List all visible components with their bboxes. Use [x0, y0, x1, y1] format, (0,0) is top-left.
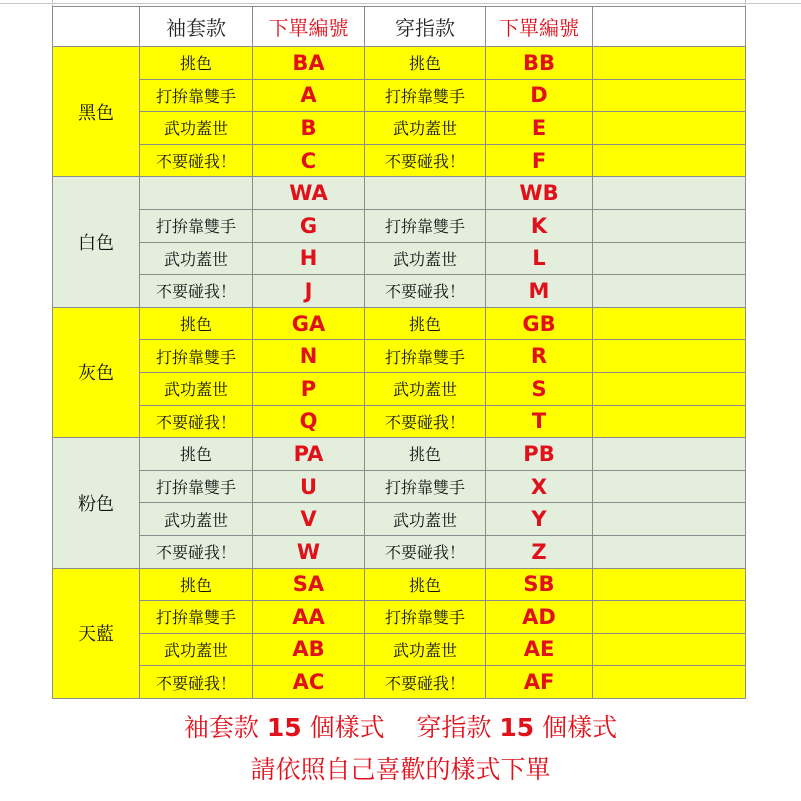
finger-style-name — [365, 177, 486, 210]
footer-finger-label: 穿指款 — [416, 713, 492, 742]
finger-style-name: 打拚靠雙手 — [365, 79, 486, 112]
finger-order-code: AE — [486, 633, 593, 666]
sleeve-order-code: B — [253, 112, 365, 145]
sleeve-order-code: PA — [253, 438, 365, 471]
sleeve-style-name: 武功蓋世 — [140, 372, 253, 405]
table-header-row — [53, 7, 746, 47]
finger-order-code: S — [486, 372, 593, 405]
finger-style-name: 不要碰我！ — [365, 405, 486, 438]
finger-style-name: 打拚靠雙手 — [365, 209, 486, 242]
footer-style-count-line — [0, 708, 801, 744]
footer-sleeve-suffix: 個樣式 — [309, 713, 385, 742]
extra-empty-cell — [593, 438, 746, 471]
sleeve-style-name: 打拚靠雙手 — [140, 340, 253, 373]
sleeve-order-code: V — [253, 503, 365, 536]
finger-order-code: F — [486, 144, 593, 177]
finger-style-name: 挑色 — [365, 438, 486, 471]
finger-style-name: 挑色 — [365, 307, 486, 340]
sleeve-style-name: 打拚靠雙手 — [140, 470, 253, 503]
extra-empty-cell — [593, 340, 746, 373]
extra-empty-cell — [593, 209, 746, 242]
sleeve-order-code: G — [253, 209, 365, 242]
page-top-rule — [0, 3, 801, 4]
finger-style-name: 武功蓋世 — [365, 242, 486, 275]
sleeve-style-name — [140, 177, 253, 210]
table-row — [53, 666, 746, 699]
sleeve-style-name: 打拚靠雙手 — [140, 79, 253, 112]
sleeve-style-name: 挑色 — [140, 307, 253, 340]
extra-empty-cell — [593, 79, 746, 112]
header-finger-order-code: 下單編號 — [486, 7, 593, 47]
color-group-label: 白色 — [53, 177, 140, 307]
header-blank-cell — [53, 7, 140, 47]
table-row — [53, 177, 746, 210]
finger-order-code: R — [486, 340, 593, 373]
sleeve-order-code: C — [253, 144, 365, 177]
finger-style-name: 不要碰我！ — [365, 535, 486, 568]
table-row — [53, 275, 746, 308]
order-code-table-body — [53, 7, 746, 699]
finger-order-code: Z — [486, 535, 593, 568]
finger-order-code: M — [486, 275, 593, 308]
extra-empty-cell — [593, 307, 746, 340]
table-row — [53, 242, 746, 275]
finger-order-code: BB — [486, 47, 593, 80]
sleeve-style-name: 挑色 — [140, 438, 253, 471]
sleeve-order-code: Q — [253, 405, 365, 438]
finger-order-code: PB — [486, 438, 593, 471]
sleeve-order-code: U — [253, 470, 365, 503]
sleeve-order-code: N — [253, 340, 365, 373]
finger-order-code: SB — [486, 568, 593, 601]
sleeve-style-name: 武功蓋世 — [140, 112, 253, 145]
table-row — [53, 503, 746, 536]
finger-order-code: WB — [486, 177, 593, 210]
header-finger-style: 穿指款 — [365, 7, 486, 47]
finger-style-name: 武功蓋世 — [365, 372, 486, 405]
finger-style-name: 不要碰我！ — [365, 144, 486, 177]
sleeve-order-code: AA — [253, 601, 365, 634]
sleeve-style-name: 打拚靠雙手 — [140, 209, 253, 242]
extra-empty-cell — [593, 568, 746, 601]
order-code-table — [52, 6, 746, 699]
sleeve-order-code: H — [253, 242, 365, 275]
sleeve-style-name: 武功蓋世 — [140, 633, 253, 666]
sleeve-style-name: 不要碰我！ — [140, 275, 253, 308]
finger-style-name: 不要碰我！ — [365, 666, 486, 699]
finger-style-name: 挑色 — [365, 47, 486, 80]
extra-empty-cell — [593, 242, 746, 275]
finger-order-code: D — [486, 79, 593, 112]
extra-empty-cell — [593, 144, 746, 177]
extra-empty-cell — [593, 503, 746, 536]
finger-style-name: 武功蓋世 — [365, 633, 486, 666]
sleeve-style-name: 挑色 — [140, 568, 253, 601]
extra-empty-cell — [593, 470, 746, 503]
finger-order-code: AF — [486, 666, 593, 699]
sleeve-style-name: 不要碰我！ — [140, 666, 253, 699]
finger-order-code: E — [486, 112, 593, 145]
finger-order-code: X — [486, 470, 593, 503]
finger-style-name: 武功蓋世 — [365, 112, 486, 145]
sleeve-style-name: 挑色 — [140, 47, 253, 80]
finger-order-code: K — [486, 209, 593, 242]
finger-style-name: 打拚靠雙手 — [365, 601, 486, 634]
finger-style-name: 武功蓋世 — [365, 503, 486, 536]
table-row — [53, 568, 746, 601]
finger-style-name: 打拚靠雙手 — [365, 470, 486, 503]
table-row — [53, 535, 746, 568]
finger-style-name: 挑色 — [365, 568, 486, 601]
sleeve-order-code: GA — [253, 307, 365, 340]
finger-order-code: T — [486, 405, 593, 438]
footer-order-instruction: 請依照自己喜歡的樣式下單 — [250, 755, 551, 784]
table-row — [53, 307, 746, 340]
footer-sleeve-label: 袖套款 — [183, 713, 259, 742]
sleeve-style-name: 不要碰我！ — [140, 535, 253, 568]
sleeve-order-code: P — [253, 372, 365, 405]
footer-sleeve-count: 15 — [266, 713, 302, 742]
header-sleeve-order-code: 下單編號 — [253, 7, 365, 47]
table-row — [53, 47, 746, 80]
finger-style-name: 打拚靠雙手 — [365, 340, 486, 373]
header-extra-cell — [593, 7, 746, 47]
table-row — [53, 112, 746, 145]
table-row — [53, 405, 746, 438]
finger-order-code: Y — [486, 503, 593, 536]
finger-order-code: AD — [486, 601, 593, 634]
sleeve-order-code: BA — [253, 47, 365, 80]
extra-empty-cell — [593, 601, 746, 634]
color-group-label: 灰色 — [53, 307, 140, 437]
extra-empty-cell — [593, 47, 746, 80]
sleeve-style-name: 武功蓋世 — [140, 242, 253, 275]
table-row — [53, 209, 746, 242]
header-sleeve-style: 袖套款 — [140, 7, 253, 47]
table-row — [53, 372, 746, 405]
color-group-label: 粉色 — [53, 438, 140, 568]
sleeve-style-name: 武功蓋世 — [140, 503, 253, 536]
sleeve-order-code: AC — [253, 666, 365, 699]
sleeve-order-code: AB — [253, 633, 365, 666]
finger-order-code: L — [486, 242, 593, 275]
extra-empty-cell — [593, 535, 746, 568]
table-row — [53, 633, 746, 666]
sleeve-style-name: 不要碰我！ — [140, 405, 253, 438]
color-group-label: 黑色 — [53, 47, 140, 177]
extra-empty-cell — [593, 177, 746, 210]
table-row — [53, 340, 746, 373]
extra-empty-cell — [593, 405, 746, 438]
extra-empty-cell — [593, 372, 746, 405]
extra-empty-cell — [593, 112, 746, 145]
footer-finger-count: 15 — [499, 713, 535, 742]
sleeve-style-name: 不要碰我！ — [140, 144, 253, 177]
table-row — [53, 438, 746, 471]
color-group-label: 天藍 — [53, 568, 140, 698]
table-row — [53, 470, 746, 503]
sleeve-order-code: WA — [253, 177, 365, 210]
extra-empty-cell — [593, 275, 746, 308]
sleeve-order-code: SA — [253, 568, 365, 601]
table-row — [53, 79, 746, 112]
sleeve-order-code: J — [253, 275, 365, 308]
finger-style-name: 不要碰我！ — [365, 275, 486, 308]
finger-order-code: GB — [486, 307, 593, 340]
extra-empty-cell — [593, 633, 746, 666]
table-row — [53, 601, 746, 634]
extra-empty-cell — [593, 666, 746, 699]
table-row — [53, 144, 746, 177]
sleeve-order-code: W — [253, 535, 365, 568]
sleeve-order-code: A — [253, 79, 365, 112]
sleeve-style-name: 打拚靠雙手 — [140, 601, 253, 634]
footer-finger-suffix: 個樣式 — [542, 713, 618, 742]
